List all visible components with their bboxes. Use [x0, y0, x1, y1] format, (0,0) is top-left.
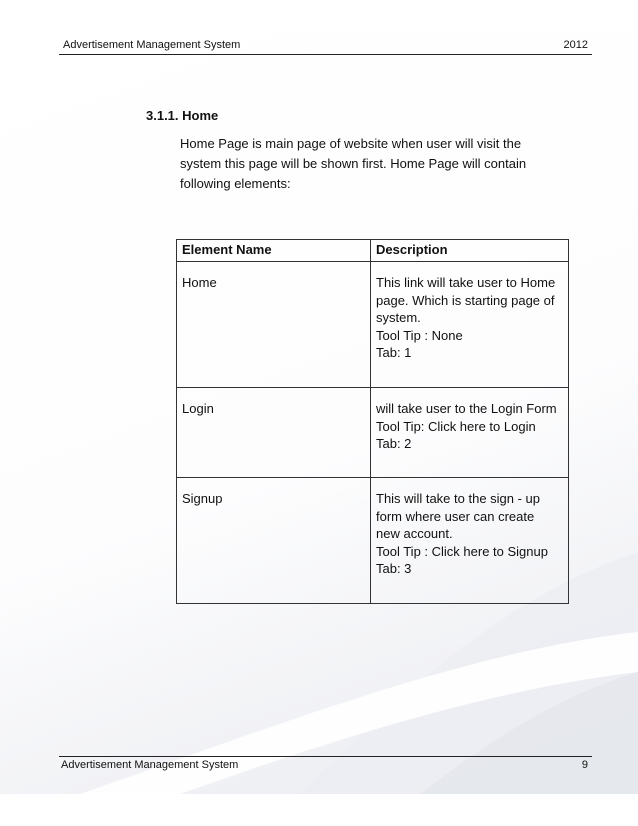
element-name-cell: Signup [177, 478, 371, 604]
description-line: form where user can create [376, 508, 535, 524]
header-year: 2012 [563, 39, 588, 51]
intro-line: following elements: [180, 176, 291, 191]
page-header [59, 40, 592, 55]
page-footer [59, 756, 592, 771]
intro-line: Home Page is main page of website when user will visit the [180, 136, 522, 151]
description-cell [371, 262, 569, 388]
table-row [177, 388, 569, 478]
description-line: will take user to the Login Form [376, 401, 557, 416]
description-cell [371, 478, 569, 604]
header-title: Advertisement Management System [63, 39, 241, 51]
description-line: Tab: 3 [376, 561, 412, 576]
page-top-margin [0, 0, 638, 32]
table-row [177, 478, 569, 604]
description-line: This link will take user to Home [376, 275, 556, 290]
description-line: page. Which is starting page of [376, 292, 555, 308]
intro-paragraph [180, 134, 560, 194]
description-line: Tab: 2 [376, 436, 412, 451]
section-title: 3.1.1. Home [146, 108, 219, 123]
description-line: system. [376, 310, 421, 325]
description-line: Tool Tip: Click here to Login [376, 418, 536, 434]
page-number: 9 [581, 759, 588, 771]
column-header-element-name: Element Name [177, 240, 371, 262]
table-header-row [177, 240, 569, 262]
description-line: Tool Tip : None [376, 327, 463, 343]
description-line: Tab: 1 [376, 345, 412, 360]
footer-title: Advertisement Management System [61, 759, 239, 771]
column-header-description: Description [371, 240, 569, 262]
table-row [177, 262, 569, 388]
element-name-cell: Home [177, 262, 371, 388]
description-line: This will take to the sign - up [376, 491, 541, 506]
description-cell [371, 388, 569, 478]
description-line: new account. [376, 526, 453, 541]
description-line: Tool Tip : Click here to Signup [376, 543, 548, 559]
element-name-cell: Login [177, 388, 371, 478]
elements-table [176, 239, 569, 604]
intro-line: system this page will be shown first. Home Page will contain [180, 156, 527, 171]
page-bottom-margin [0, 794, 638, 826]
